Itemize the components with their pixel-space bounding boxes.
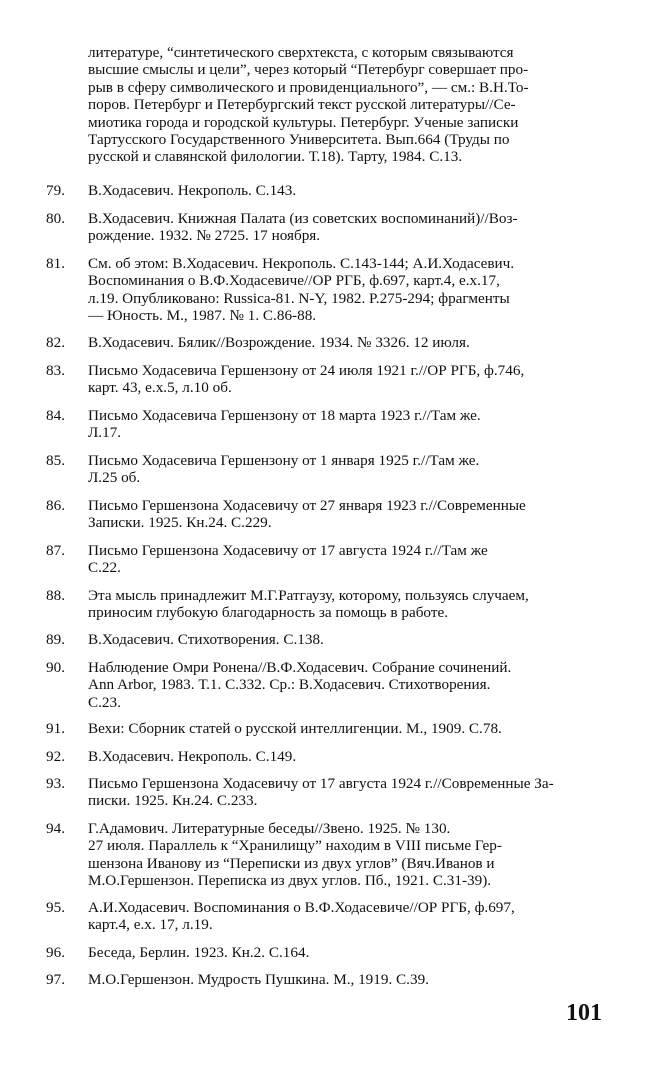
note-number: 84. [46,407,65,424]
note-line: приносим глубокую благодарность за помощь в работе. [88,604,449,622]
note-text [88,748,618,765]
note-text [88,944,618,961]
note-line: шензона Иванову из “Переписки из двух углов” (Вяч.Иванов и [88,854,495,872]
note-number: 92. [46,748,65,765]
note-text [88,182,618,199]
note-line: рождение. 1932. № 2725. 17 ноября. [88,227,321,245]
note-line: В.Ходасевич. Некрополь. С.143. [88,182,297,199]
note-line: л.19. Опубликовано: Russica-81. N-Y, 1982. P.275-294; фрагменты [88,289,510,307]
note-line: В.Ходасевич. Некрополь. С.149. [88,748,297,765]
note-number: 95. [46,899,65,916]
note-number: 88. [46,587,65,604]
note-line: Письмо Гершензона Ходасевичу от 27 января 1923 г.//Современные [88,497,526,514]
note-text [88,820,618,890]
note-line: В.Ходасевич. Бялик//Возрождение. 1934. № 3326. 12 июля. [88,334,470,351]
continued-note-line: рыв в сферу символического и провиденциального”, — см.: В.Н.То- [88,78,529,96]
note-line: Л.25 об. [88,469,141,487]
note-line: Вехи: Сборник статей о русской интеллигенции. М., 1909. С.78. [88,720,502,737]
note-number: 81. [46,255,65,272]
note-line: Эта мысль принадлежит М.Г.Ратгаузу, которому, пользуясь случаем, [88,587,529,604]
note-text [88,659,618,711]
note-number: 89. [46,631,65,648]
note-line: 27 июля. Параллель к “Хранилищу” находим в VIII письме Гер- [88,837,502,855]
note-number: 87. [46,542,65,559]
note-line: Ann Arbor, 1983. Т.1. С.332. Ср.: В.Ходасевич. Стихотворения. [88,676,491,694]
note-text [88,334,618,351]
note-text [88,971,618,988]
note-number: 83. [46,362,65,379]
note-line: карт.4, е.х. 17, л.19. [88,916,213,934]
continued-note-line: русской и славянской филологии. Т.18). Тарту, 1984. С.13. [88,148,463,166]
note-text [88,542,618,577]
note-number: 97. [46,971,65,988]
continued-note-line: высшие смыслы и цели”, через который “Петербург совершает про- [88,61,529,79]
note-line: Л.17. [88,424,122,442]
note-number: 96. [46,944,65,961]
note-line: карт. 43, е.х.5, л.10 об. [88,379,232,397]
continued-note-line: поров. Петербург и Петербургский текст русской литературы//Се- [88,96,516,114]
note-line: Воспоминания о В.Ф.Ходасевиче//ОР РГБ, ф.697, карт.4, е.х.17, [88,272,500,290]
note-text [88,255,618,325]
note-line: Г.Адамович. Литературные беседы//Звено. 1925. № 130. [88,820,451,837]
note-number: 94. [46,820,65,837]
note-line: писки. 1925. Кн.24. С.233. [88,792,258,810]
note-line: В.Ходасевич. Книжная Палата (из советских воспоминаний)//Воз- [88,210,518,227]
continued-note-line: миотика города и городской культуры. Петербург. Ученые записки [88,113,519,131]
note-line: Письмо Гершензона Ходасевичу от 17 августа 1924 г.//Там же [88,542,488,559]
note-number: 90. [46,659,65,676]
note-text [88,775,618,810]
note-line: М.О.Гершензон. Переписка из двух углов. Пб., 1921. С.31-39). [88,872,492,890]
note-line: Записки. 1925. Кн.24. С.229. [88,514,272,532]
note-line: С.23. [88,693,121,711]
note-text [88,210,618,245]
note-line: Письмо Ходасевича Гершензону от 18 марта 1923 г.//Там же. [88,407,481,424]
note-number: 80. [46,210,65,227]
note-number: 82. [46,334,65,351]
note-text [88,452,618,487]
note-text [88,899,618,934]
note-number: 79. [46,182,65,199]
note-line: С.22. [88,559,121,577]
note-line: В.Ходасевич. Стихотворения. С.138. [88,631,324,648]
note-line: См. об этом: В.Ходасевич. Некрополь. С.143-144; А.И.Ходасевич. [88,255,515,272]
note-line: М.О.Гершензон. Мудрость Пушкина. М., 1919. С.39. [88,971,429,988]
note-text [88,497,618,532]
continued-note-line: Тартусского Государственного Университета. Вып.664 (Труды по [88,131,510,149]
note-text [88,362,618,397]
note-number: 93. [46,775,65,792]
note-line: Письмо Ходасевича Гершензону от 1 января 1925 г.//Там же. [88,452,480,469]
note-line: — Юность. М., 1987. № 1. С.86-88. [88,307,317,325]
note-text [88,720,618,737]
note-number: 86. [46,497,65,514]
page-number: 101 [566,1000,602,1026]
note-number: 91. [46,720,65,737]
note-line: Письмо Гершензона Ходасевичу от 17 августа 1924 г.//Современные За- [88,775,554,792]
note-line: А.И.Ходасевич. Воспоминания о В.Ф.Ходасевиче//ОР РГБ, ф.697, [88,899,515,916]
continued-note [88,44,608,166]
note-text [88,587,618,622]
note-line: Наблюдение Омри Ронена//В.Ф.Ходасевич. Собрание сочинений. [88,659,512,676]
note-line: Письмо Ходасевича Гершензону от 24 июля 1921 г.//ОР РГБ, ф.746, [88,362,525,379]
note-number: 85. [46,452,65,469]
note-text [88,407,618,442]
note-line: Беседа, Берлин. 1923. Кн.2. С.164. [88,944,310,961]
note-text [88,631,618,648]
continued-note-line: литературе, “синтетического сверхтекста, с которым связываются [88,44,514,61]
